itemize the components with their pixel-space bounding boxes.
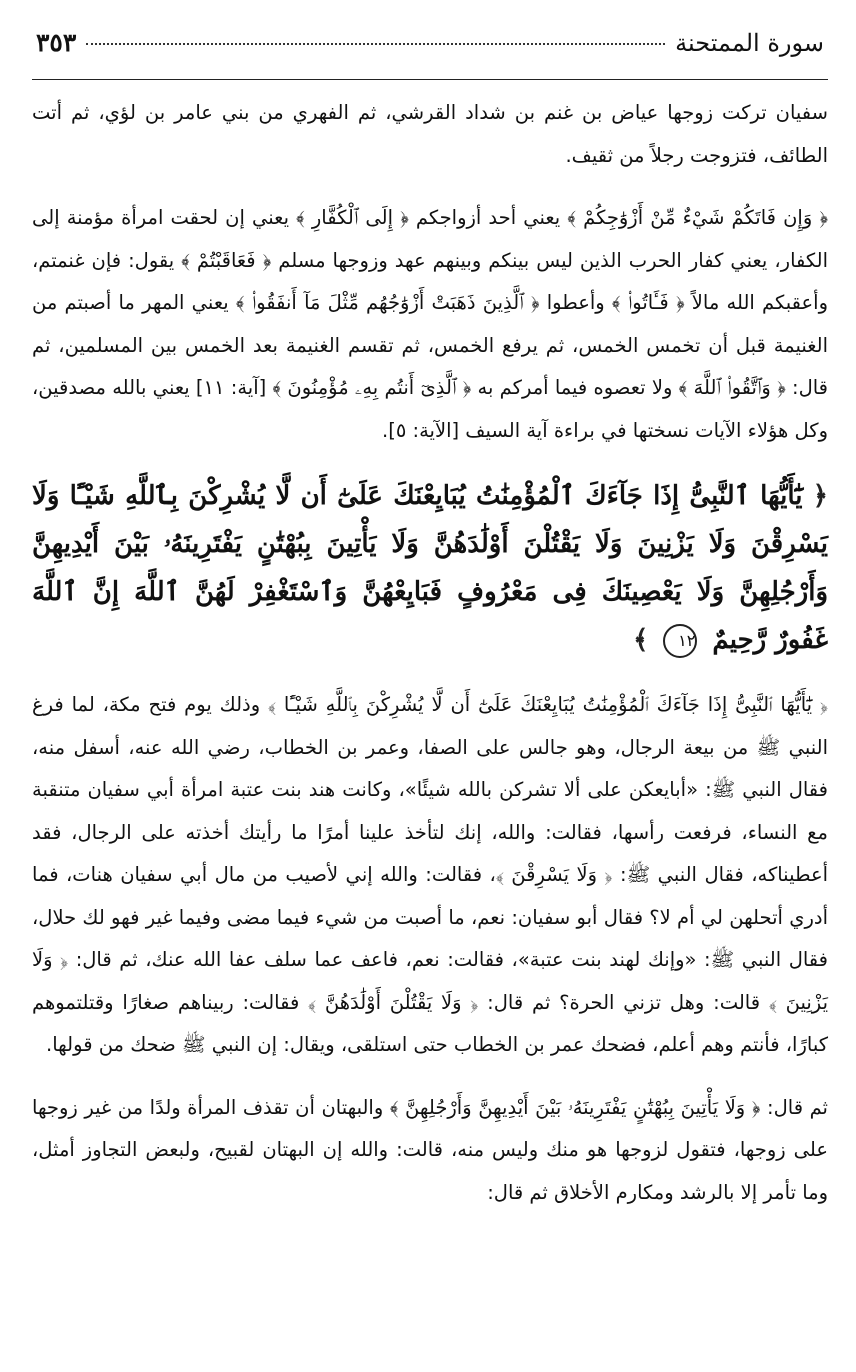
page-header (32, 28, 828, 80)
paragraph-2: ﴿ وَإِن فَاتَكُمْ شَيْءٌ مِّنْ أَزْوَٰجِكُمْ ﴾ يعني أحد أزواجكم ﴿ إِلَى ٱلْكُفَّارِ ﴾ يعني إن لحقت امرأة مؤمنة إلى الكفار، يعني كفار الحرب الذين ليس بينكم وبينهم عهد وزوجها مسلم ﴿ فَعَاقَبْتُمْ ﴾ يقول: فإن غنمتم، وأعقبكم الله مالاً ﴿ فَـَٔاتُوا۟ ﴾ وأعطوا ﴿ ٱلَّذِينَ ذَهَبَتْ أَزْوَٰجُهُم مِّثْلَ مَآ أَنفَقُوا۟ ﴾ يعني المهر ما أصبتم من الغنيمة قبل أن تخمس الخمس، ثم يرفع الخمس، ثم تقسم الغنيمة بعد الخمس بين المسلمين، ثم قال: ﴿ وَٱتَّقُوا۟ ٱللَّهَ ﴾ ولا تعصوه فيما أمركم به ﴿ ٱلَّذِىٓ أَنتُم بِهِۦ مُؤْمِنُونَ ﴾ [آية: ١١] يعني بالله مصدقين، وكل هؤلاء الآيات نسختها في براءة آية السيف [الآية: ٥]. (32, 206, 828, 442)
paragraph-4: ثم قال: ﴿ وَلَا يَأْتِينَ بِبُهْتَٰنٍ يَفْتَرِينَهُۥ بَيْنَ أَيْدِيهِنَّ وَأَرْجُلِهِنَّ ﴾ والبهتان أن تقذف المرأة ولدًا من غير زوجها على زوجها، فتقول لزوجها هو منك وليس منه، قالت: والله إن البهتان لقبيح، ولبعض التجاوز أمثل، وما تأمر إلا بالرشد ومكارم الأخلاق ثم قال: (32, 1095, 828, 1204)
surah-title: سورة الممتحنة (675, 29, 824, 57)
book-page (32, 28, 828, 1358)
verse-open-bracket: ﴿ (812, 481, 828, 511)
paragraph-gap (32, 452, 828, 472)
paragraph-gap (32, 1067, 828, 1087)
verse-text: يَٰٓأَيُّهَا ٱلنَّبِىُّ إِذَا جَآءَكَ ٱلْمُؤْمِنَٰتُ يُبَايِعْنَكَ عَلَىٰٓ أَن لَّا يُشْرِكْنَ بِٱللَّهِ شَيْـًٔا وَلَا يَسْرِقْنَ وَلَا يَزْنِينَ وَلَا يَقْتُلْنَ أَوْلَٰدَهُنَّ وَلَا يَأْتِينَ بِبُهْتَٰنٍ يَفْتَرِينَهُۥ بَيْنَ أَيْدِيهِنَّ وَأَرْجُلِهِنَّ وَلَا يَعْصِينَكَ فِى مَعْرُوفٍ فَبَايِعْهُنَّ وَٱسْتَغْفِرْ لَهُنَّ ٱللَّهَ إِنَّ ٱللَّهَ غَفُورٌ رَّحِيمٌ (32, 481, 828, 655)
verse-close-bracket: ﴾ (633, 625, 649, 655)
paragraph-1: سفيان تركت زوجها عياض بن غنم بن شداد القرشي، ثم الفهري من بني عامر بن لؤي، ثم أتت الطائف، فتزوجت رجلاً من ثقيف. (32, 101, 828, 167)
paragraph-gap (32, 177, 828, 197)
paragraph-gap (32, 664, 828, 684)
page-number: ٣٥٣ (36, 28, 77, 57)
quran-verse-block (32, 472, 828, 664)
header-leader-dots (86, 43, 665, 45)
ayah-number-medallion: ١٢ (663, 624, 697, 658)
paragraph-3: ﴿ يَٰٓأَيُّهَا ٱلنَّبِىُّ إِذَا جَآءَكَ ٱلْمُؤْمِنَٰتُ يُبَايِعْنَكَ عَلَىٰٓ أَن لَّا يُشْرِكْنَ بِٱللَّهِ شَيْـًٔا ﴾ وذلك يوم فتح مكة، لما فرغ النبي ﷺ من بيعة الرجال، وهو جالس على الصفا، وعمر بن الخطاب، رضي الله عنه، أسفل منه، فقال النبي ﷺ: «أبايعكن على ألا تشركن بالله شيئًا»، وكانت هند بنت عتبة امرأة أبي سفيان متنقبة مع النساء، فرفعت رأسها، فقالت: والله، إنك لتأخذ علينا أمرًا ما رأيتك أخذته على الرجال، فقد أعطيناكه، فقال النبي ﷺ: ﴿ وَلَا يَسْرِقْنَ ﴾، فقالت: والله إني لأصيب من مال أبي سفيان هنات، فما أدري أتحلهن لي أم لا؟ فقال أبو سفيان: نعم، ما أصبت من شيء فيما مضى وفيما غير فهو لك حلال، فقال النبي ﷺ: «وإنك لهند بنت عتبة»، فقالت: نعم، فاعف عما سلف عفا الله عنك، ثم قال: ﴿ وَلَا يَزْنِينَ ﴾ قالت: وهل تزني الحرة؟ ثم قال: ﴿ وَلَا يَقْتُلْنَ أَوْلَٰدَهُنَّ ﴾ فقالت: ربيناهم صغارًا وقتلتموهم كبارًا، فأنتم وهم أعلم، فضحك عمر بن الخطاب حتى استلقى، ويقال: إن النبي ﷺ ضحك من قولها. (32, 693, 828, 1056)
